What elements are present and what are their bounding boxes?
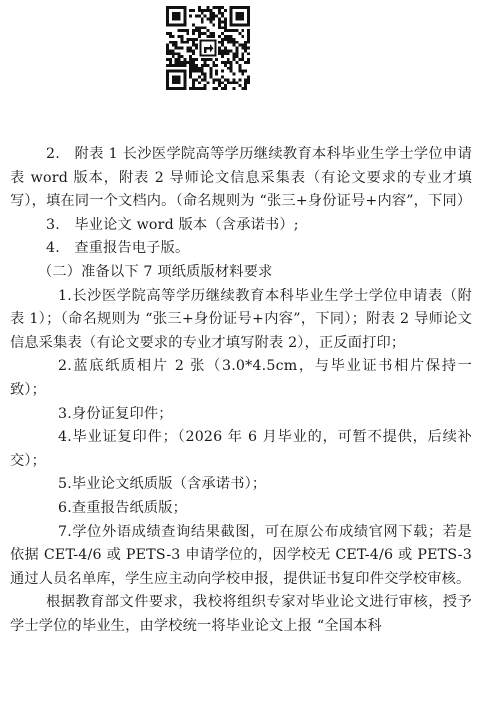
qr-code-graphic bbox=[166, 6, 250, 90]
item-2-forms: 2. 附表 1 长沙医学院高等学历继续教育本科毕业生学士学位申请表 word 版本，附表 2 导师论文信息采集表（有论文要求的专业才填写），填在同一个文档内。（命名规则为 “张三+身份证号+内容”，下同） bbox=[10, 146, 472, 210]
paper-item-2: 2.蓝底纸质相片 2 张（3.0*4.5cm，与毕业证书相片保持一致）； bbox=[10, 358, 472, 398]
section-two-heading: （二）准备以下 7 项纸质版材料要求 bbox=[38, 263, 273, 280]
item-4-report-electronic: 4. 查重报告电子版。 bbox=[46, 240, 190, 257]
paper-item-4: 4.毕业证复印件；（2026 年 6 月毕业的，可暂不提供，后续补交）； bbox=[10, 429, 472, 469]
paper-item-3: 3.身份证复印件； bbox=[58, 405, 173, 422]
item-3-thesis-word: 3. 毕业论文 word 版本（含承诺书）; bbox=[46, 216, 299, 233]
document-body bbox=[10, 143, 472, 638]
qr-code-icon[interactable] bbox=[166, 6, 250, 90]
paper-item-6: 6.查重报告纸质版； bbox=[58, 499, 188, 516]
paper-item-1: 1.长沙医学院高等学历继续教育本科毕业生学士学位申请表（附表 1）；（命名规则为 “张三+身份证号+内容”，下同）；附表 2 导师论文信息采集表（有论文要求的专业才填写附表 2），正反面打印； bbox=[10, 287, 472, 351]
paper-item-7: 7.学位外语成绩查询结果截图，可在原公布成绩官网下载；若是依据 CET-4/6 或 PETS-3 申请学位的，因学校无 CET-4/6 或 PETS-3 通过人员名单库，学生应主动向学校申报，提供证书复印件交学校审核。 bbox=[10, 523, 472, 587]
paper-item-5: 5.毕业论文纸质版（含承诺书）； bbox=[58, 476, 267, 493]
closing-paragraph: 根据教育部文件要求，我校将组织专家对毕业论文进行审核，授予学士学位的毕业生，由学校统一将毕业论文上报 “全国本科 bbox=[10, 594, 472, 634]
